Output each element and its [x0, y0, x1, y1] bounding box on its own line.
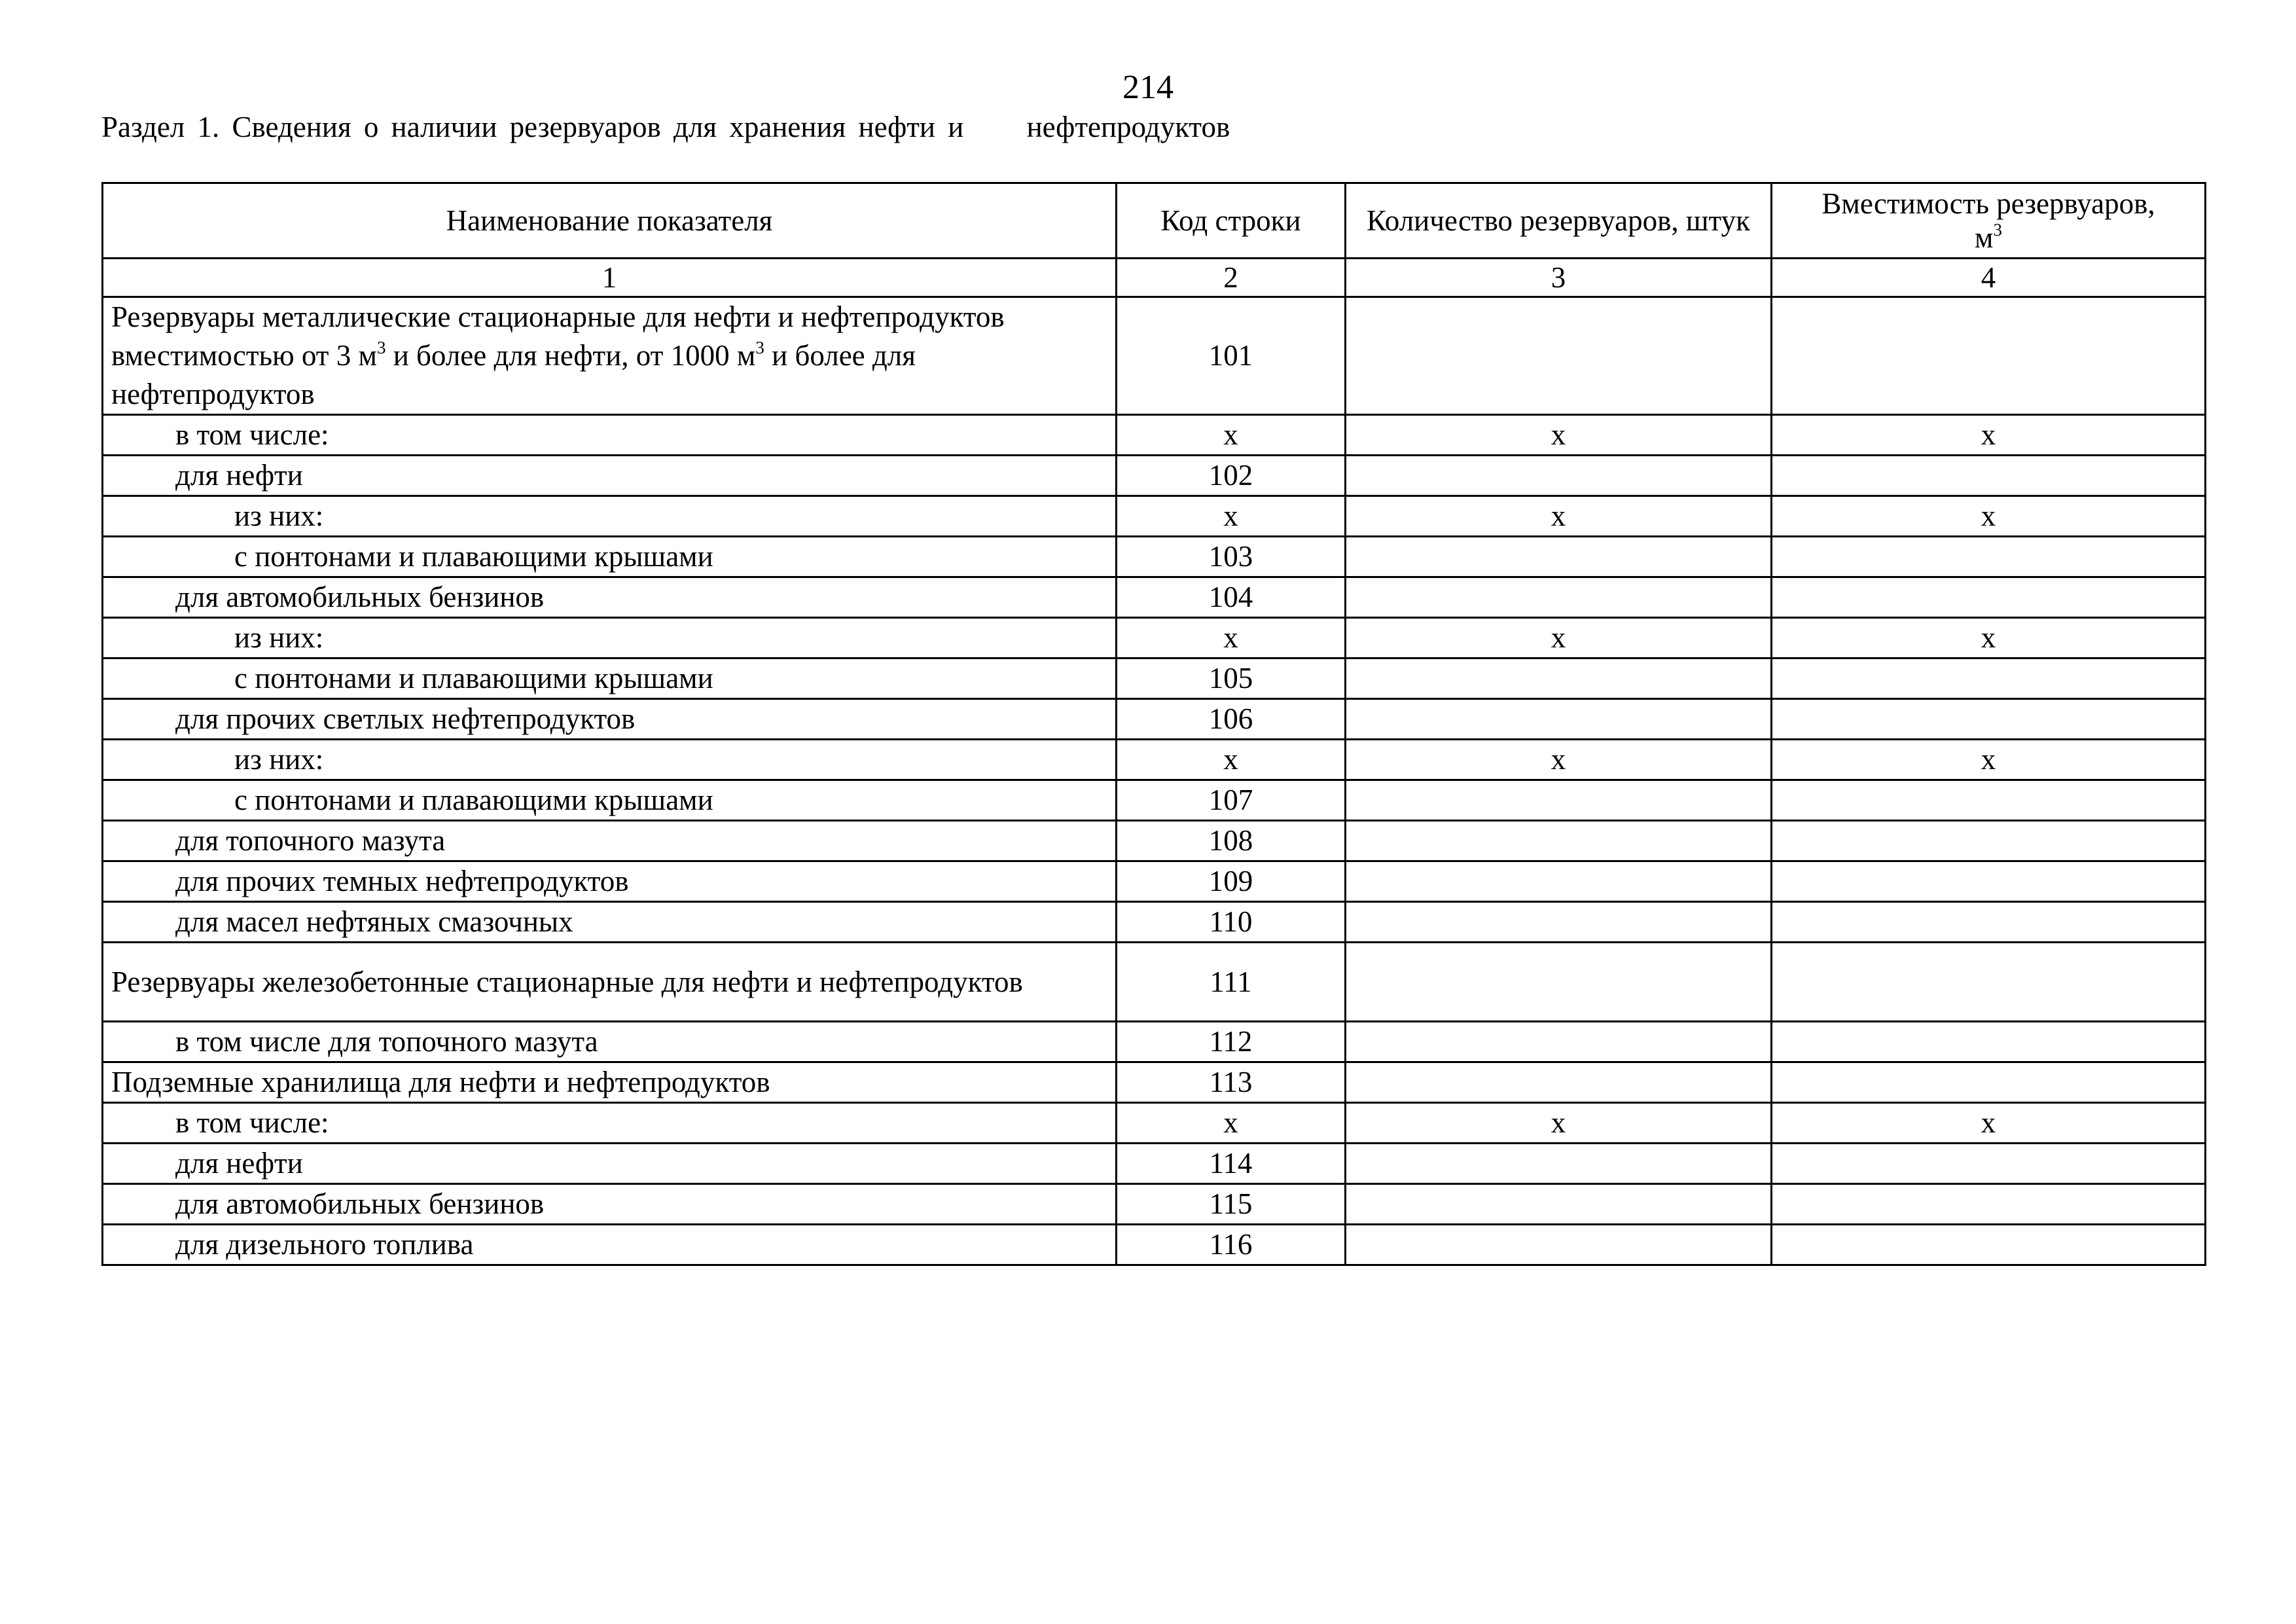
- table-row: [103, 577, 2206, 618]
- row-qty-cell: x: [1346, 740, 1772, 780]
- row-capacity-cell[interactable]: [1772, 902, 2206, 943]
- table-row: [103, 1062, 2206, 1103]
- row-capacity-cell[interactable]: [1772, 699, 2206, 740]
- row-code: 114: [1117, 1144, 1346, 1184]
- row-qty-cell[interactable]: [1346, 1144, 1772, 1184]
- row-name: для прочих светлых нефтепродуктов: [103, 699, 1117, 740]
- row-code: x: [1117, 618, 1346, 659]
- row-code: 112: [1117, 1022, 1346, 1062]
- table-row: [103, 821, 2206, 861]
- row-capacity-cell[interactable]: [1772, 537, 2206, 577]
- row-name: для топочного мазута: [103, 821, 1117, 861]
- row-capacity-cell[interactable]: [1772, 659, 2206, 699]
- row-code: 102: [1117, 456, 1346, 496]
- row-code: x: [1117, 496, 1346, 537]
- header-name: Наименование показателя: [103, 183, 1117, 259]
- row-qty-cell: x: [1346, 1103, 1772, 1144]
- row-capacity-cell[interactable]: [1772, 1022, 2206, 1062]
- row-capacity-cell[interactable]: [1772, 1062, 2206, 1103]
- row-name: для масел нефтяных смазочных: [103, 902, 1117, 943]
- row-qty-cell[interactable]: [1346, 699, 1772, 740]
- table-row: [103, 699, 2206, 740]
- row-qty-cell[interactable]: [1346, 1184, 1772, 1225]
- row-capacity-cell[interactable]: [1772, 861, 2206, 902]
- row-qty-cell: x: [1346, 415, 1772, 456]
- table-row: [103, 456, 2206, 496]
- table-row: [103, 780, 2206, 821]
- row-qty-cell[interactable]: [1346, 456, 1772, 496]
- row-capacity-cell: x: [1772, 1103, 2206, 1144]
- row-name: для нефти: [103, 456, 1117, 496]
- header-code: Код строки: [1117, 183, 1346, 259]
- row-code: 107: [1117, 780, 1346, 821]
- column-number: 1: [103, 259, 1117, 297]
- row-qty-cell[interactable]: [1346, 943, 1772, 1022]
- row-name-sup: 3: [376, 338, 386, 357]
- row-name: для автомобильных бензинов: [103, 577, 1117, 618]
- row-name-text: и более для нефтепродуктов: [111, 339, 916, 410]
- row-name-sup: 3: [755, 338, 764, 357]
- header-capacity-unit-sup: 3: [1993, 220, 2002, 240]
- row-name: для автомобильных бензинов: [103, 1184, 1117, 1225]
- row-name: для нефти: [103, 1144, 1117, 1184]
- row-qty-cell[interactable]: [1346, 297, 1772, 415]
- row-code: x: [1117, 1103, 1346, 1144]
- row-code: 109: [1117, 861, 1346, 902]
- section-title: Раздел 1. Сведения о наличии резервуаров для хранения нефти и нефтепродуктов: [101, 111, 1230, 143]
- row-qty-cell[interactable]: [1346, 780, 1772, 821]
- header-capacity-main: Вместимость резервуаров,: [1821, 187, 2155, 220]
- row-name: Резервуары железобетонные стационарные для нефти и нефтепродуктов: [103, 943, 1117, 1022]
- row-code: 104: [1117, 577, 1346, 618]
- table-row: [103, 1103, 2206, 1144]
- row-code: 103: [1117, 537, 1346, 577]
- row-name-text: Резервуары металлические стационарные для нефти и нефтепродуктов вместимостью от 3 м: [111, 300, 1005, 372]
- table-row: [103, 618, 2206, 659]
- row-qty-cell[interactable]: [1346, 1062, 1772, 1103]
- row-capacity-cell[interactable]: [1772, 821, 2206, 861]
- row-qty-cell: x: [1346, 496, 1772, 537]
- row-capacity-cell[interactable]: [1772, 1225, 2206, 1265]
- table-row: [103, 861, 2206, 902]
- row-code: 115: [1117, 1184, 1346, 1225]
- row-name: с понтонами и плавающими крышами: [103, 659, 1117, 699]
- row-qty-cell[interactable]: [1346, 577, 1772, 618]
- table-row: [103, 902, 2206, 943]
- row-qty-cell[interactable]: [1346, 1022, 1772, 1062]
- reservoirs-table: [101, 182, 2206, 1266]
- row-name: в том числе для топочного мазута: [103, 1022, 1117, 1062]
- table-row: [103, 1184, 2206, 1225]
- table-row: [103, 537, 2206, 577]
- header-capacity-unit: м: [1975, 221, 1994, 254]
- row-qty-cell[interactable]: [1346, 861, 1772, 902]
- row-name: в том числе:: [103, 1103, 1117, 1144]
- row-code: 106: [1117, 699, 1346, 740]
- table-row: [103, 1144, 2206, 1184]
- row-qty-cell[interactable]: [1346, 537, 1772, 577]
- row-capacity-cell: x: [1772, 496, 2206, 537]
- page-number: 214: [1122, 69, 1174, 106]
- row-name: [103, 297, 1117, 415]
- row-code: 110: [1117, 902, 1346, 943]
- row-name: из них:: [103, 740, 1117, 780]
- row-qty-cell[interactable]: [1346, 659, 1772, 699]
- table-row: [103, 415, 2206, 456]
- row-name-text: и более для нефти, от 1000 м: [386, 339, 756, 372]
- table-row: [103, 943, 2206, 1022]
- table-row: [103, 496, 2206, 537]
- header-row: [103, 183, 2206, 259]
- row-capacity-cell[interactable]: [1772, 780, 2206, 821]
- row-capacity-cell[interactable]: [1772, 577, 2206, 618]
- column-number: 3: [1346, 259, 1772, 297]
- row-code: 101: [1117, 297, 1346, 415]
- row-capacity-cell[interactable]: [1772, 456, 2206, 496]
- row-capacity-cell: x: [1772, 618, 2206, 659]
- row-code: 108: [1117, 821, 1346, 861]
- row-qty-cell[interactable]: [1346, 1225, 1772, 1265]
- row-code: x: [1117, 740, 1346, 780]
- table-row: [103, 659, 2206, 699]
- row-code: 116: [1117, 1225, 1346, 1265]
- row-name: в том числе:: [103, 415, 1117, 456]
- row-capacity-cell[interactable]: [1772, 1184, 2206, 1225]
- column-number: 4: [1772, 259, 2206, 297]
- row-name: для прочих темных нефтепродуктов: [103, 861, 1117, 902]
- row-name: Подземные хранилища для нефти и нефтепродуктов: [103, 1062, 1117, 1103]
- row-capacity-cell: x: [1772, 415, 2206, 456]
- row-capacity-cell[interactable]: [1772, 943, 2206, 1022]
- row-capacity-cell[interactable]: [1772, 1144, 2206, 1184]
- row-capacity-cell: x: [1772, 740, 2206, 780]
- row-name: из них:: [103, 618, 1117, 659]
- row-qty-cell[interactable]: [1346, 821, 1772, 861]
- row-name: с понтонами и плавающими крышами: [103, 537, 1117, 577]
- row-qty-cell: x: [1346, 618, 1772, 659]
- column-number: 2: [1117, 259, 1346, 297]
- header-capacity: [1772, 183, 2206, 259]
- row-capacity-cell[interactable]: [1772, 297, 2206, 415]
- table-row: [103, 1022, 2206, 1062]
- header-qty: Количество резервуаров, штук: [1346, 183, 1772, 259]
- row-code: 111: [1117, 943, 1346, 1022]
- row-name: для дизельного топлива: [103, 1225, 1117, 1265]
- row-code: 113: [1117, 1062, 1346, 1103]
- table-row: [103, 1225, 2206, 1265]
- table-row: [103, 297, 2206, 415]
- row-code: 105: [1117, 659, 1346, 699]
- column-numbers-row: [103, 259, 2206, 297]
- row-code: x: [1117, 415, 1346, 456]
- row-name: с понтонами и плавающими крышами: [103, 780, 1117, 821]
- row-name: из них:: [103, 496, 1117, 537]
- row-qty-cell[interactable]: [1346, 902, 1772, 943]
- table-row: [103, 740, 2206, 780]
